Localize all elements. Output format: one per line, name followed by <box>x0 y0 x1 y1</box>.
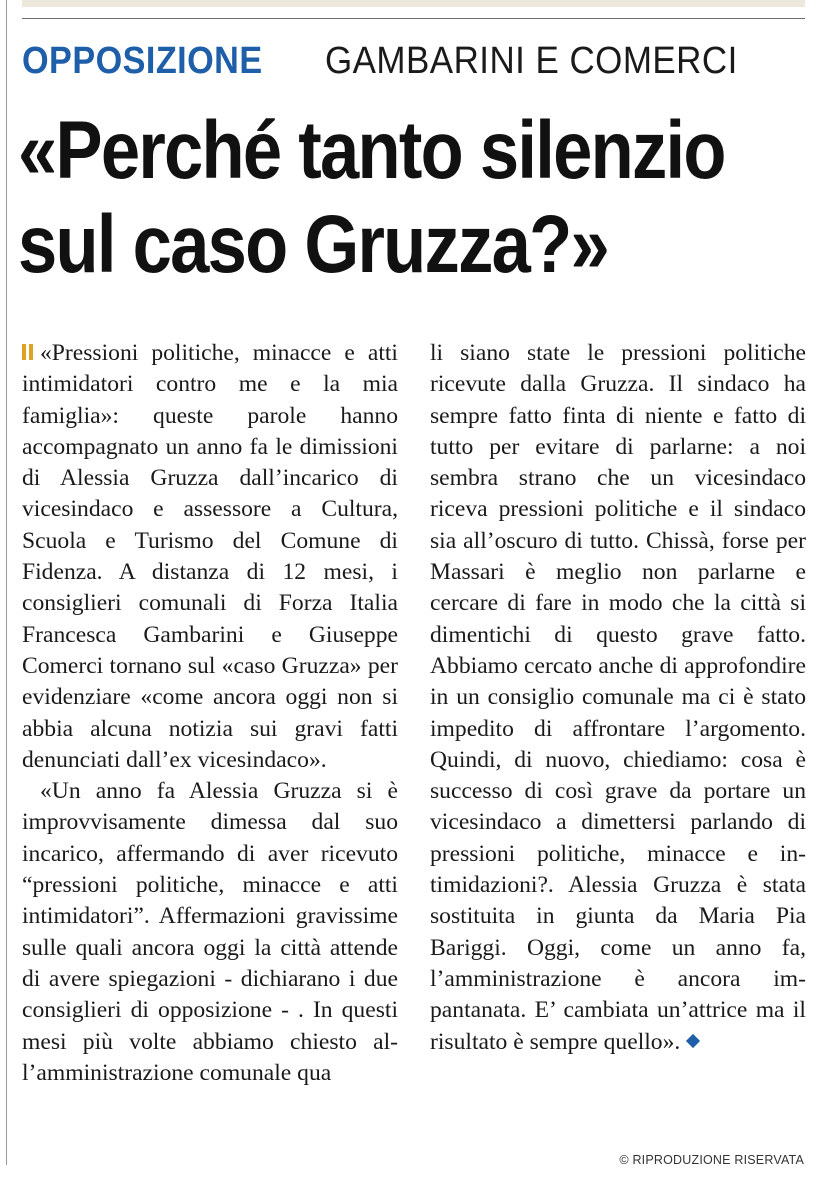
top-band <box>22 0 805 7</box>
end-diamond-icon <box>686 1033 700 1047</box>
paragraph-1 <box>22 338 398 776</box>
headline-line-2: sul caso Gruzza?» <box>18 199 608 290</box>
column-rule <box>6 0 7 1165</box>
paragraph-1-text: «Pressioni politiche, minacce e atti intimidatori contro me e la mia famiglia»: queste parole hanno accompagnato un anno fa le dimissioni di Alessia Gruzza dall’incarico di vicesindaco e assessore a Cultura, Scuola e Turismo del Comune di Fidenza. A distanza di 12 mesi, i consiglieri comunali di Forza Italia Francesca Gambarini e Giuseppe Comerci tornano sul «caso Gruzza» per evidenziare «come ancora oggi non si abbia alcuna notizia sui gravi fatti denunciati dall’ex vicesindaco». <box>22 340 398 773</box>
kicker-line <box>22 40 738 90</box>
kicker-names: GAMBARINI E COMERCI <box>325 40 738 82</box>
paragraph-marker-icon <box>22 344 34 360</box>
paragraph-2: «Un anno fa Alessia Gruzza si è improvvisamente dimessa dal suo incarico, affermando di aver ricevuto “pressioni politiche, minacce e atti intimidatori”. Affermazioni gravissime sulle quali ancora oggi la città attende di avere spiegazioni - dichiarano i due consiglieri di opposizione - . In questi mesi più volte abbiamo chiesto all’amministrazione comunale qua <box>22 778 398 1086</box>
copyright-notice: © RIPRODUZIONE RISERVATA <box>619 1153 804 1167</box>
body-column-left <box>22 338 398 1089</box>
headline-line-1: «Perché tanto silenzio <box>18 105 725 196</box>
paragraph-3-text: li siano state le pressioni politiche ricevute dalla Gruzza. Il sindaco ha sempre fatto finta di niente e fatto di tutto per evitare di parlarne: a noi sembra strano che un vicesindaco riceva pressioni politiche e il sindaco sia all’oscuro di tutto. Chissà, forse per Massari è meglio non parlarne e cercare di fare in modo che la città si dimentichi di questo grave fatto. Abbiamo cercato anche di approfondire in un consiglio comunale ma ci è stato impedito di affrontare l’argomento. Quindi, di nuovo, chiediamo: cosa è successo di così grave da portare un vicesindaco a dimettersi parlando di pressioni politiche, minacce e intimidazioni?. Alessia Gruzza è stata sostituita in giunta da Maria Pia Bariggi. Oggi, come un anno fa, l’amministrazione è ancora impantanata. E’ cambiata un’attrice ma il risultato è sempre quello». <box>430 340 806 1055</box>
body-column-right <box>430 338 806 1058</box>
paragraph-3 <box>430 338 806 1058</box>
headline <box>18 104 818 292</box>
top-rule <box>22 18 805 19</box>
section-label: OPPOSIZIONE <box>22 40 263 82</box>
